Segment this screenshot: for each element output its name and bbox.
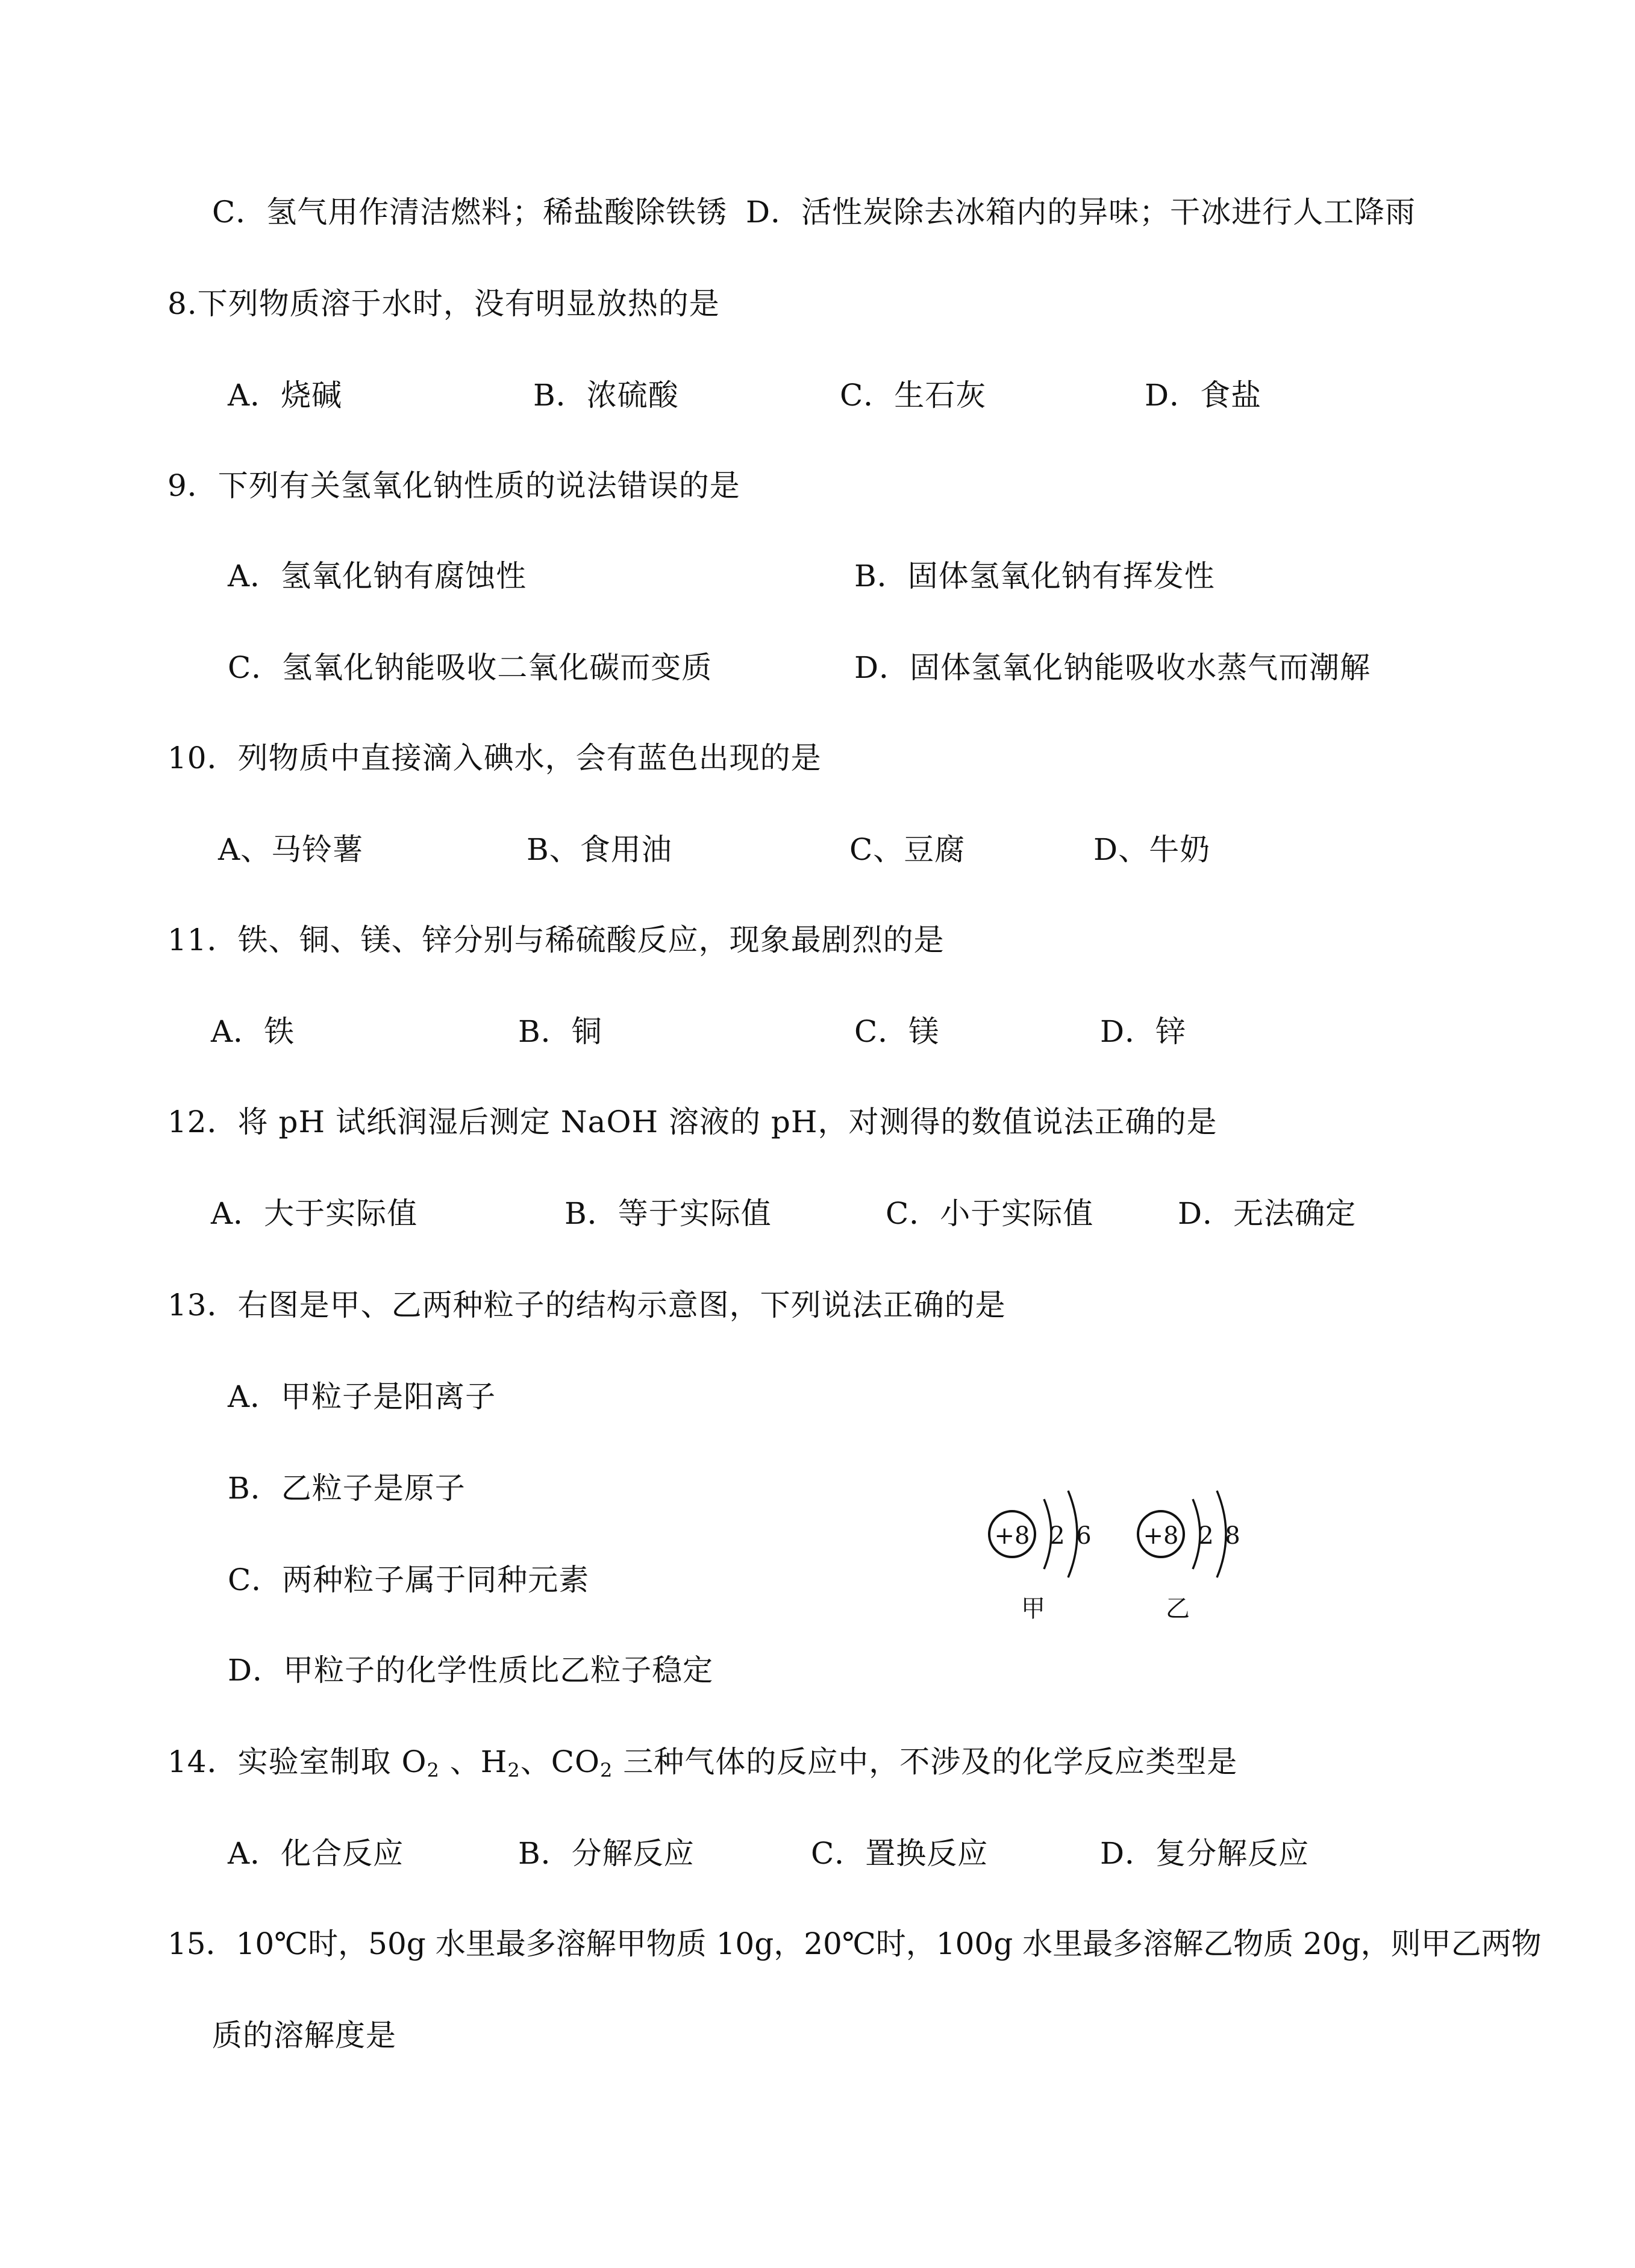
label-jia: 甲 [1021,1595,1045,1623]
q13-stem: 13．右图是甲、乙两种粒子的结构示意图，下列说法正确的是 [167,1288,1006,1323]
q11-option-b: B．铜 [518,1014,602,1049]
q8-option-d: D．食盐 [1145,378,1262,413]
particle-jia [989,1491,1092,1623]
shell-electrons-2-jia: 6 [1076,1522,1092,1550]
q11-option-a: A．铁 [211,1014,295,1049]
q14-option-c: C．置换反应 [811,1836,989,1871]
q11-option-c: C．镁 [854,1014,940,1049]
nucleus-charge-jia: +8 [994,1522,1030,1550]
q15-stem-line1: 15．10℃时，50g 水里最多溶解甲物质 10g，20℃时，100g 水里最多溶解乙物质 20g，则甲乙两物 [167,1926,1542,1961]
q9-option-a: A．氢氧化钠有腐蚀性 [228,559,527,594]
q12-option-c: C．小于实际值 [886,1196,1094,1231]
q10-stem: 10．列物质中直接滴入碘水，会有蓝色出现的是 [167,741,822,775]
shell-electrons-2-yi: 8 [1225,1522,1240,1550]
q8-stem: 8.下列物质溶于水时，没有明显放热的是 [167,286,720,321]
q14-stem-suffix: 三种气体的反应中，不涉及的化学反应类型是 [613,1744,1238,1779]
q8-option-a: A．烧碱 [228,378,343,413]
q12-option-b: B．等于实际值 [564,1196,772,1231]
q8-option-b: B．浓硫酸 [533,378,679,413]
q14-subscript-1: 2 [427,1759,440,1782]
q9-option-c: C．氢氧化钠能吸收二氧化碳而变质 [228,650,713,685]
q9-stem: 9．下列有关氢氧化钠性质的说法错误的是 [167,468,740,503]
q7-option-d: D．活性炭除去冰箱内的异味；干冰进行人工降雨 [746,195,1416,230]
q14-stem-mid1: 、H [439,1744,508,1779]
q12-stem: 12．将 pH 试纸润湿后测定 NaOH 溶液的 pH，对测得的数值说法正确的是 [167,1104,1218,1139]
q11-option-d: D．锌 [1100,1014,1187,1049]
q8-option-c: C．生石灰 [840,378,987,413]
q14-option-d: D．复分解反应 [1100,1836,1310,1871]
q11-stem: 11．铁、铜、镁、锌分别与稀硫酸反应，现象最剧烈的是 [167,923,945,957]
q15-stem-line2: 质的溶解度是 [212,2018,396,2053]
q9-option-d: D．固体氢氧化钠能吸收水蒸气而潮解 [854,650,1371,685]
q12-option-d: D．无法确定 [1178,1196,1357,1231]
q14-option-a: A．化合反应 [228,1836,404,1871]
q14-option-b: B．分解反应 [518,1836,695,1871]
q9-option-b: B．固体氢氧化钠有挥发性 [854,559,1215,594]
q10-option-b: B、食用油 [527,832,672,867]
label-yi: 乙 [1166,1595,1190,1623]
particle-yi [1138,1491,1240,1623]
q14-stem [167,1744,1237,1780]
q12-option-a: A．大于实际值 [211,1196,418,1231]
shell-electrons-1-jia: 2 [1049,1522,1065,1550]
q10-option-c: C、豆腐 [849,832,966,867]
q10-option-d: D、牛奶 [1093,832,1211,867]
shell-electrons-1-yi: 2 [1198,1522,1214,1550]
particle-structure-diagram [973,1446,1262,1639]
q14-subscript-2: 2 [507,1759,521,1782]
q7-option-c: C．氢气用作清洁燃料；稀盐酸除铁锈 [212,195,728,230]
q10-option-a: A、马铃薯 [218,832,364,867]
q13-option-a: A．甲粒子是阳离子 [228,1379,496,1414]
q14-stem-prefix: 14．实验室制取 O [167,1744,427,1779]
q13-option-d: D．甲粒子的化学性质比乙粒子稳定 [228,1653,714,1688]
nucleus-charge-yi: +8 [1143,1522,1179,1550]
q13-option-c: C．两种粒子属于同种元素 [228,1562,590,1597]
q14-stem-mid2: 、CO [520,1744,600,1779]
q14-subscript-3: 2 [599,1759,613,1782]
q13-option-b: B．乙粒子是原子 [228,1471,466,1506]
